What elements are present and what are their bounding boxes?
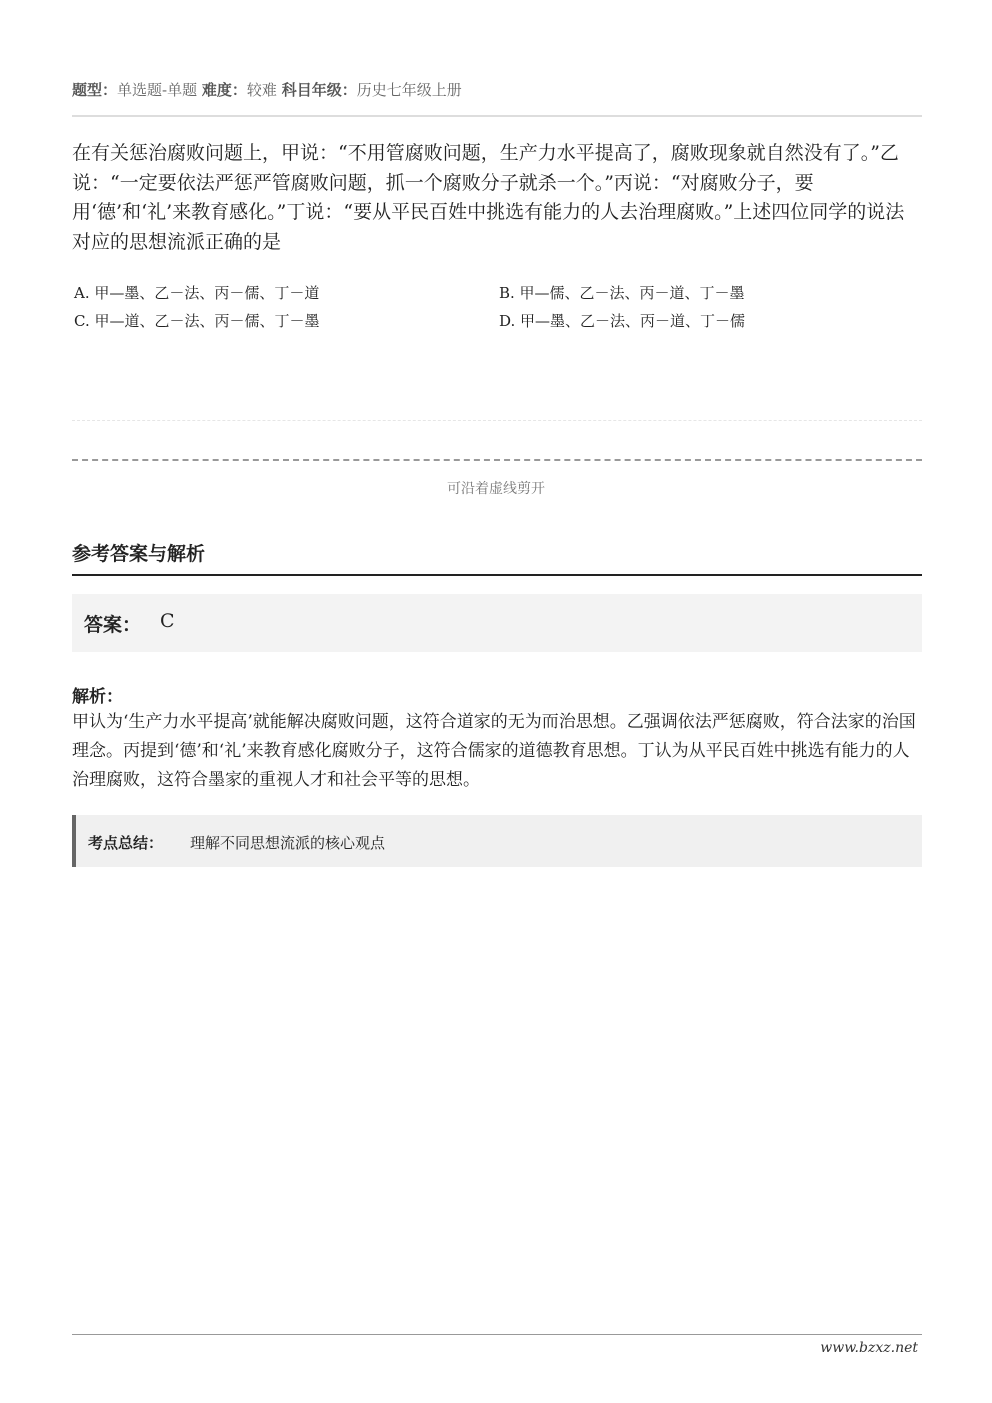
difficulty-label: 难度： <box>201 81 247 99</box>
cut-line <box>72 459 922 461</box>
question-meta <box>72 79 462 100</box>
subject-value: 历史七年级上册 <box>356 81 462 99</box>
answer-box <box>72 594 922 652</box>
answer-section-title: 参考答案与解析 <box>72 543 206 565</box>
footer-divider <box>72 1334 922 1335</box>
light-dashed-line <box>72 420 922 421</box>
answer-value: C <box>160 610 175 632</box>
summary-value: 理解不同思想流派的核心观点 <box>190 834 386 852</box>
divider <box>72 574 922 576</box>
divider <box>72 115 922 117</box>
cut-hint: 可沿着虚线剪开 <box>447 481 545 497</box>
summary-label: 考点总结： <box>88 834 164 852</box>
type-value: 单选题-单题 <box>117 81 198 99</box>
type-label: 题型： <box>72 81 118 99</box>
footer-site: www.bzxz.net <box>820 1340 918 1356</box>
subject-label: 科目年级： <box>281 81 357 99</box>
option-d[interactable]: D. 甲—墨、乙－法、丙－道、丁－儒 <box>499 312 746 330</box>
explanation-label: 解析： <box>72 687 123 707</box>
option-a[interactable]: A. 甲—墨、乙－法、丙－儒、丁－道 <box>74 284 320 302</box>
question-stem: 在有关惩治腐败问题上，甲说：“不用管腐败问题，生产力水平提高了，腐败现象就自然没有了。”乙说：“一定要依法严惩严管腐败问题，抓一个腐败分子就杀一个。”丙说：“对腐败分子，要用‘德’和‘礼’来教育感化。”丁说：“要从平民百姓中挑选有能力的人去治理腐败。”上述四位同学的说法对应的思想流派正确的是 <box>72 142 905 253</box>
option-c[interactable]: C. 甲—道、乙－法、丙－儒、丁－墨 <box>74 312 320 330</box>
answer-label: 答案： <box>84 614 142 636</box>
option-b[interactable]: B. 甲—儒、乙－法、丙－道、丁－墨 <box>499 284 745 302</box>
summary-box <box>72 815 922 867</box>
difficulty-value: 较难 <box>246 81 277 99</box>
explanation-text: 甲认为‘生产力水平提高’就能解决腐败问题，这符合道家的无为而治思想。乙强调依法严惩腐败，符合法家的治国理念。丙提到‘德’和‘礼’来教育感化腐败分子，这符合儒家的道德教育思想。丁认为从平民百姓中挑选有能力的人治理腐败，这符合墨家的重视人才和社会平等的思想。 <box>72 712 916 790</box>
